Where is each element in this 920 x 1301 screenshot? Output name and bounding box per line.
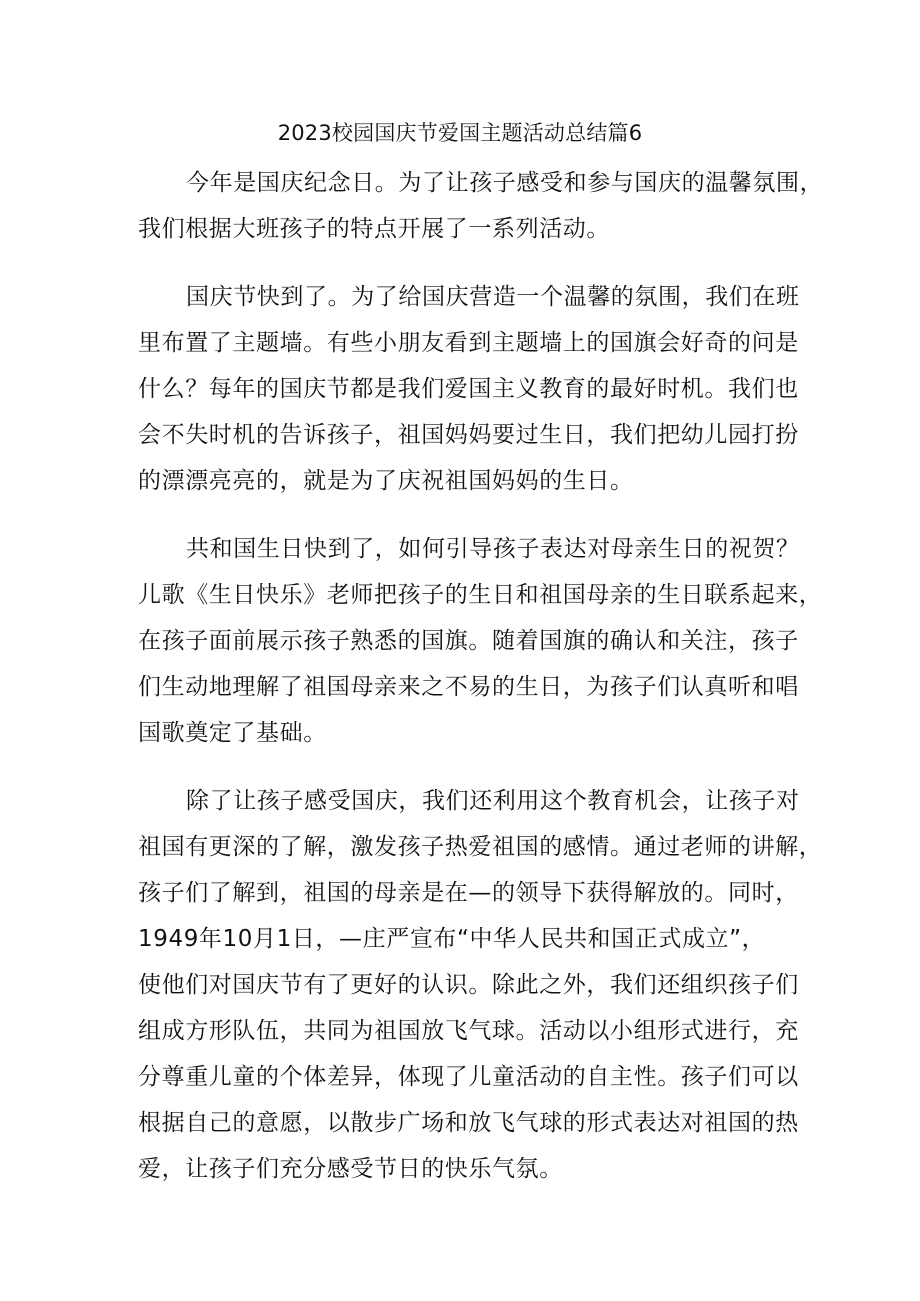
paragraph-line: 国歌奠定了基础。 [138, 720, 327, 746]
paragraph-line: 今年是国庆纪念日。为了让孩子感受和参与国庆的温馨氛围， [186, 170, 824, 196]
paragraph-line: 国庆节快到了。为了给国庆营造一个温馨的氛围，我们在班 [186, 284, 800, 310]
paragraph-3 [138, 526, 823, 756]
document-body [138, 160, 824, 1192]
paragraph-gap [138, 756, 798, 778]
paragraph-gap [138, 504, 798, 526]
paragraph-line: 会不失时机的告诉孩子，祖国妈妈要过生日，我们把幼儿园打扮 [138, 422, 799, 448]
paragraph-line: 在孩子面前展示孩子熟悉的国旗。随着国旗的确认和关注，孩子 [138, 628, 799, 654]
paragraph-line: 组成方形队伍，共同为祖国放飞气球。活动以小组形式进行，充 [138, 1018, 799, 1044]
document-title: 2023校园国庆节爱国主题活动总结篇6 [277, 121, 643, 145]
paragraph-line: 我们根据大班孩子的特点开展了一系列活动。 [138, 216, 610, 242]
paragraph-line: 爱，让孩子们充分感受节日的快乐气氛。 [138, 1156, 563, 1182]
paragraph-line: 什么？每年的国庆节都是我们爱国主义教育的最好时机。我们也 [138, 376, 799, 402]
paragraph-line: 儿歌《生日快乐》老师把孩子的生日和祖国母亲的生日联系起来， [138, 582, 823, 608]
paragraph-line: 祖国有更深的了解，激发孩子热爱祖国的感情。通过老师的讲解， [138, 834, 823, 860]
paragraph-1 [138, 160, 824, 252]
paragraph-line: 1949年10月1日，—庄严宣布“中华人民共和国正式成立”， [138, 926, 766, 952]
paragraph-2 [138, 274, 798, 504]
paragraph-gap [138, 252, 798, 274]
paragraph-line: 里布置了主题墙。有些小朋友看到主题墙上的国旗会好奇的问是 [138, 330, 799, 356]
paragraph-line: 们生动地理解了祖国母亲来之不易的生日，为孩子们认真听和唱 [138, 674, 799, 700]
paragraph-4 [138, 778, 823, 1192]
paragraph-line: 根据自己的意愿，以散步广场和放飞气球的形式表达对祖国的热 [138, 1110, 799, 1136]
paragraph-line: 孩子们了解到，祖国的母亲是在—的领导下获得解放的。同时， [138, 880, 799, 906]
paragraph-line: 除了让孩子感受国庆，我们还利用这个教育机会，让孩子对 [186, 788, 800, 814]
paragraph-line: 的漂漂亮亮的，就是为了庆祝祖国妈妈的生日。 [138, 468, 634, 494]
paragraph-line: 共和国生日快到了，如何引导孩子表达对母亲生日的祝贺？ [186, 536, 800, 562]
paragraph-line: 使他们对国庆节有了更好的认识。除此之外，我们还组织孩子们 [138, 972, 799, 998]
paragraph-line: 分尊重儿童的个体差异，体现了儿童活动的自主性。孩子们可以 [138, 1064, 799, 1090]
